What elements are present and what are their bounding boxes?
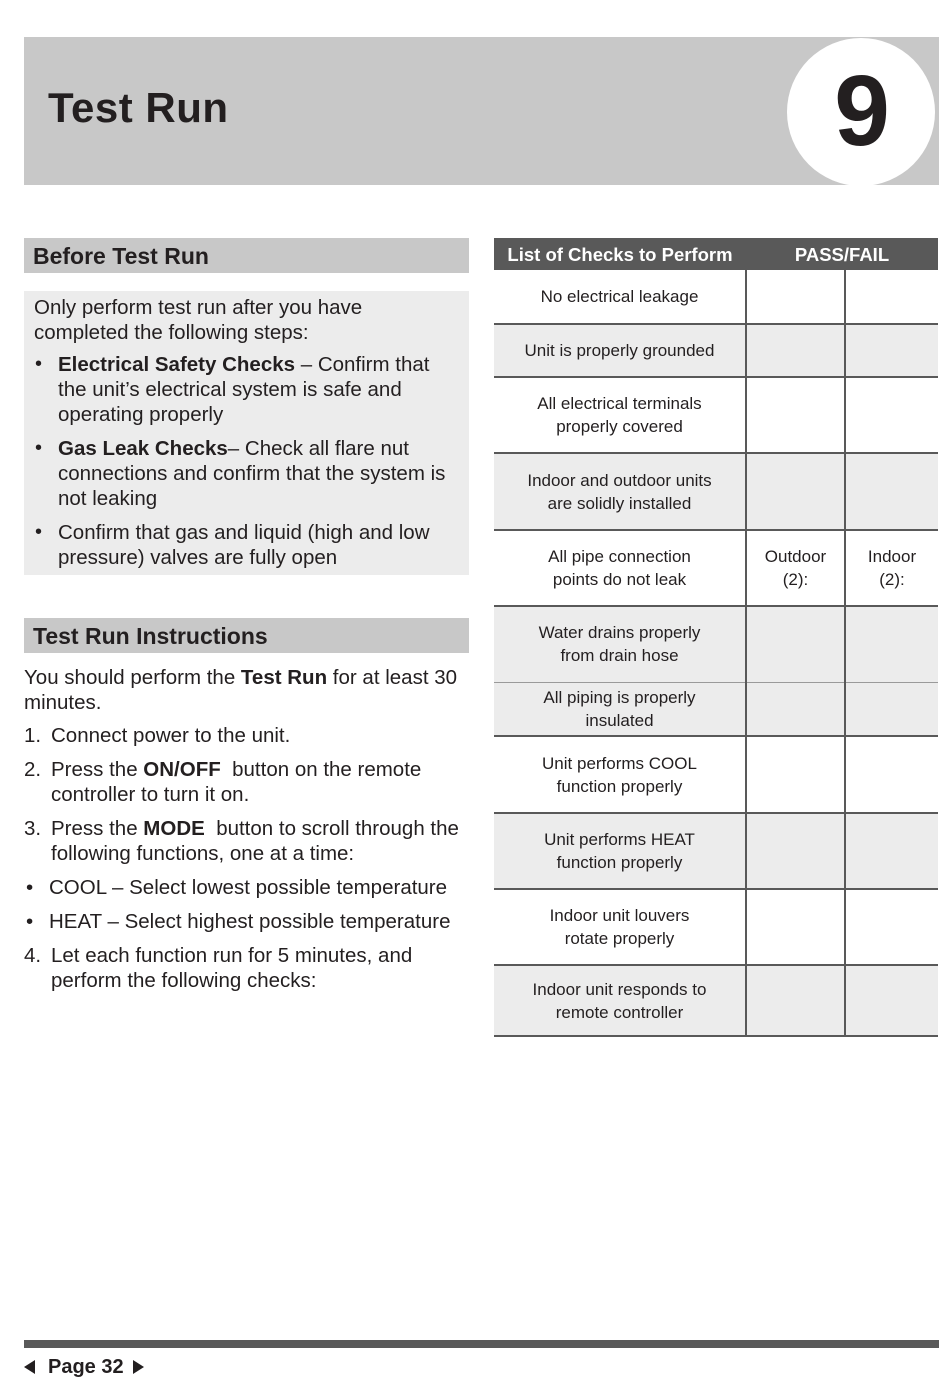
check-label: All pipe connection points do not leak bbox=[494, 530, 746, 606]
check-label: All electrical terminals properly covered bbox=[494, 377, 746, 453]
step-text: Connect power to the unit. bbox=[51, 724, 291, 747]
fail-cell[interactable]: Indoor (2): bbox=[845, 530, 938, 606]
checks-table bbox=[494, 238, 938, 1037]
table-row bbox=[494, 270, 938, 324]
fail-cell[interactable] bbox=[845, 965, 938, 1036]
table-row bbox=[494, 682, 938, 736]
chapter-number: 9 bbox=[834, 55, 890, 167]
pass-cell[interactable] bbox=[746, 813, 845, 889]
pass-cell[interactable] bbox=[746, 736, 845, 813]
table-row bbox=[494, 377, 938, 453]
check-label: Indoor unit responds to remote controller bbox=[494, 965, 746, 1036]
triangle-right-icon[interactable] bbox=[133, 1360, 144, 1374]
step-text: button on the remote controller to turn it on. bbox=[51, 758, 428, 806]
check-label: Unit performs HEAT function properly bbox=[494, 813, 746, 889]
fail-cell[interactable] bbox=[845, 453, 938, 530]
fail-cell[interactable] bbox=[845, 889, 938, 965]
check-label: No electrical leakage bbox=[494, 270, 746, 324]
bullet-icon: • bbox=[35, 353, 43, 375]
instructions-intro bbox=[24, 665, 469, 715]
table-row bbox=[494, 736, 938, 813]
table-row bbox=[494, 889, 938, 965]
pass-cell[interactable] bbox=[746, 889, 845, 965]
table-row bbox=[494, 813, 938, 889]
section-heading-test-run-instructions: Test Run Instructions bbox=[24, 618, 469, 653]
item-bold-label: Gas Leak Checks bbox=[58, 437, 228, 460]
step-number: 4. bbox=[24, 944, 42, 967]
list-item bbox=[34, 352, 459, 427]
check-label: Unit is properly grounded bbox=[494, 324, 746, 377]
prerequisites-box bbox=[24, 291, 469, 575]
list-item bbox=[34, 520, 459, 570]
table-row bbox=[494, 453, 938, 530]
step-number: 3. bbox=[24, 817, 42, 840]
page-number: Page 32 bbox=[48, 1355, 124, 1378]
pass-cell[interactable] bbox=[746, 682, 845, 736]
triangle-left-icon[interactable] bbox=[24, 1360, 35, 1374]
check-label: Water drains properly from drain hose bbox=[494, 606, 746, 682]
list-item bbox=[34, 436, 459, 511]
fail-cell[interactable] bbox=[845, 813, 938, 889]
item-text: Confirm that gas and liquid (high and low pressure) valves are fully open bbox=[58, 521, 430, 569]
step-text: Press the bbox=[51, 758, 144, 781]
step-item bbox=[24, 723, 469, 748]
page-title: Test Run bbox=[48, 84, 229, 131]
pass-cell[interactable] bbox=[746, 453, 845, 530]
prerequisites-intro: Only perform test run after you have completed the following steps: bbox=[34, 296, 363, 344]
table-row bbox=[494, 324, 938, 377]
fail-cell[interactable] bbox=[845, 270, 938, 324]
footer-rule bbox=[24, 1340, 939, 1348]
bullet-icon: • bbox=[26, 876, 34, 899]
sub-list-item bbox=[24, 909, 469, 934]
item-text: – Check all flare nut connections and confirm that the system is not leaking bbox=[58, 437, 446, 510]
column-header-pass-fail: PASS/FAIL bbox=[746, 238, 938, 270]
table-header-row bbox=[494, 238, 938, 270]
intro-text: You should perform the bbox=[24, 666, 241, 689]
check-label: All piping is properly insulated bbox=[494, 682, 746, 736]
column-header-checks: List of Checks to Perform bbox=[494, 238, 746, 270]
step-item bbox=[24, 757, 469, 807]
bullet-icon: • bbox=[26, 910, 34, 933]
check-label: Indoor and outdoor units are solidly installed bbox=[494, 453, 746, 530]
instructions-body bbox=[24, 665, 469, 1002]
pass-cell[interactable] bbox=[746, 377, 845, 453]
step-number: 2. bbox=[24, 758, 42, 781]
pass-cell[interactable]: Outdoor (2): bbox=[746, 530, 845, 606]
sub-item-text: HEAT – Select highest possible temperature bbox=[49, 910, 451, 933]
bullet-icon: • bbox=[35, 521, 43, 543]
item-text: – Confirm that the unit’s electrical system is safe and operating properly bbox=[58, 353, 430, 426]
step-number: 1. bbox=[24, 724, 42, 747]
section-heading-before-test-run: Before Test Run bbox=[24, 238, 469, 273]
fail-cell[interactable] bbox=[845, 736, 938, 813]
table-row bbox=[494, 606, 938, 682]
intro-bold: Test Run bbox=[240, 666, 328, 689]
fail-cell[interactable] bbox=[845, 324, 938, 377]
pass-cell[interactable] bbox=[746, 270, 845, 324]
step-bold: ON/OFF bbox=[143, 758, 221, 781]
step-item bbox=[24, 816, 469, 866]
intro-text: for at least 30 minutes. bbox=[24, 666, 458, 714]
fail-cell[interactable] bbox=[845, 606, 938, 682]
pass-cell[interactable] bbox=[746, 606, 845, 682]
item-bold-label: Electrical Safety Checks bbox=[58, 353, 296, 376]
table-row bbox=[494, 965, 938, 1036]
step-item bbox=[24, 943, 469, 993]
bullet-icon: • bbox=[35, 437, 43, 459]
page-footer bbox=[24, 1354, 144, 1380]
step-text: Press the bbox=[51, 817, 144, 840]
sub-list-item bbox=[24, 875, 469, 900]
table-row bbox=[494, 530, 938, 606]
pass-cell[interactable] bbox=[746, 324, 845, 377]
check-label: Unit performs COOL function properly bbox=[494, 736, 746, 813]
pass-cell[interactable] bbox=[746, 965, 845, 1036]
step-text: Let each function run for 5 minutes, and perform the following checks: bbox=[51, 944, 413, 992]
step-bold: MODE bbox=[143, 817, 205, 840]
fail-cell[interactable] bbox=[845, 682, 938, 736]
prerequisites-list bbox=[34, 352, 459, 570]
step-text: button to scroll through the following functions, one at a time: bbox=[51, 817, 465, 865]
fail-cell[interactable] bbox=[845, 377, 938, 453]
check-label: Indoor unit louvers rotate properly bbox=[494, 889, 746, 965]
sub-item-text: COOL – Select lowest possible temperature bbox=[49, 876, 448, 899]
